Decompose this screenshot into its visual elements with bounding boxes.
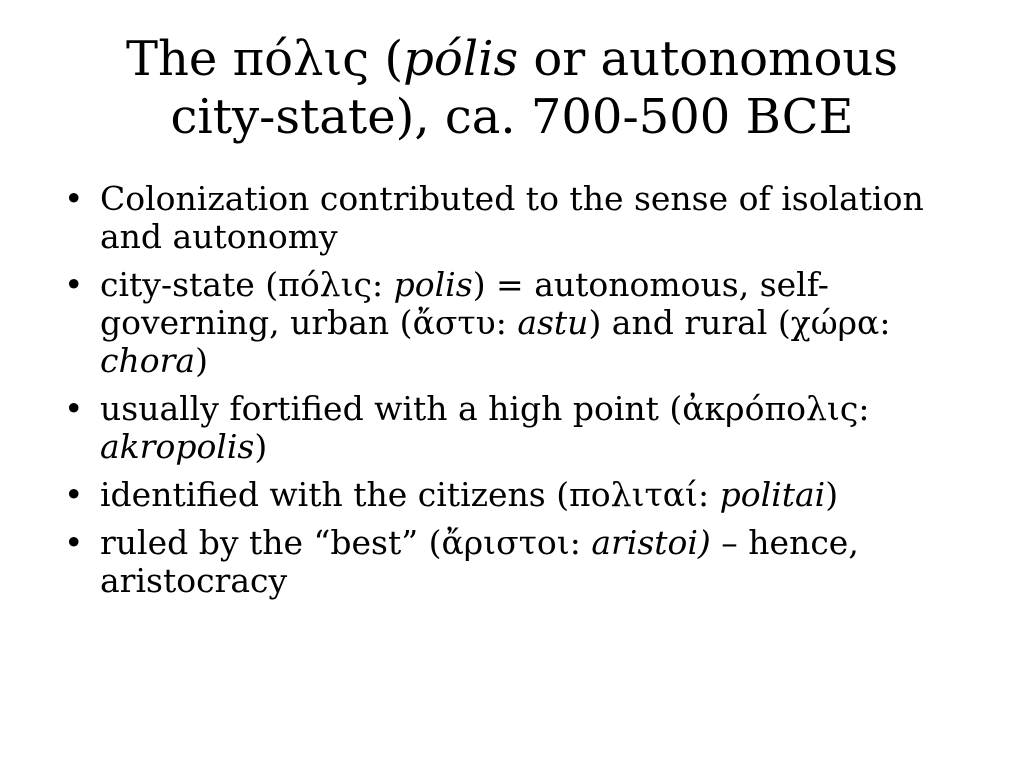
title-line-1 xyxy=(60,30,964,88)
bullet-item-citizens xyxy=(60,476,980,514)
transliteration: polis xyxy=(393,265,473,304)
bullet-marker: • xyxy=(64,265,84,304)
bullet-text: : xyxy=(569,523,592,562)
bullet-item-fortified xyxy=(60,390,980,466)
slide-title xyxy=(60,30,964,146)
bullet-text: – hence, aristocracy xyxy=(100,523,859,600)
title-text: ( xyxy=(369,31,404,87)
transliteration: politai xyxy=(719,475,826,514)
bullet-text: ) = autonomous, self-governing, urban ( xyxy=(100,265,829,342)
greek-term: πόλις xyxy=(278,265,373,304)
greek-term: ἀκρόπολις xyxy=(682,389,859,428)
bullet-marker: • xyxy=(64,523,84,562)
transliteration: akropolis xyxy=(100,427,255,466)
bullet-text: ) xyxy=(825,475,839,514)
bullet-text: : xyxy=(879,303,891,342)
transliteration: chora xyxy=(100,341,196,380)
bullet-text: ) xyxy=(254,427,268,466)
title-greek-term: πόλις xyxy=(232,31,370,87)
bullet-text: : xyxy=(372,265,394,304)
bullet-item-colonization xyxy=(60,180,980,256)
bullet-marker: • xyxy=(64,179,84,218)
bullet-text: usually fortified with a high point ( xyxy=(100,389,683,428)
greek-term: χώρα xyxy=(790,303,880,342)
greek-term: ἄστυ xyxy=(412,303,496,342)
bullet-item-aristocracy xyxy=(60,524,980,600)
bullet-text: ruled by the “best” ( xyxy=(100,523,442,562)
title-line-2: city-state), ca. 700-500 BCE xyxy=(170,89,854,145)
greek-term: πολιταί xyxy=(569,475,698,514)
bullet-marker: • xyxy=(64,389,84,428)
title-text: The xyxy=(126,31,233,87)
bullet-text: ) xyxy=(195,341,208,380)
bullet-item-city-state xyxy=(60,266,980,380)
title-text: or autonomous xyxy=(518,31,898,87)
bullet-list xyxy=(60,180,980,610)
transliteration: aristoi) xyxy=(591,523,711,562)
bullet-text: city-state ( xyxy=(100,265,279,304)
bullet-text: identified with the citizens ( xyxy=(100,475,570,514)
bullet-text: Colonization contributed to the sense of isolation and autonomy xyxy=(100,179,924,256)
bullet-text: : xyxy=(858,389,870,428)
bullet-marker: • xyxy=(64,475,84,514)
greek-term: ἄριστοι xyxy=(441,523,570,562)
transliteration: astu xyxy=(517,303,589,342)
title-transliteration: pólis xyxy=(403,31,519,87)
bullet-text: ) and rural ( xyxy=(588,303,791,342)
bullet-text: : xyxy=(495,303,518,342)
bullet-text: : xyxy=(697,475,720,514)
